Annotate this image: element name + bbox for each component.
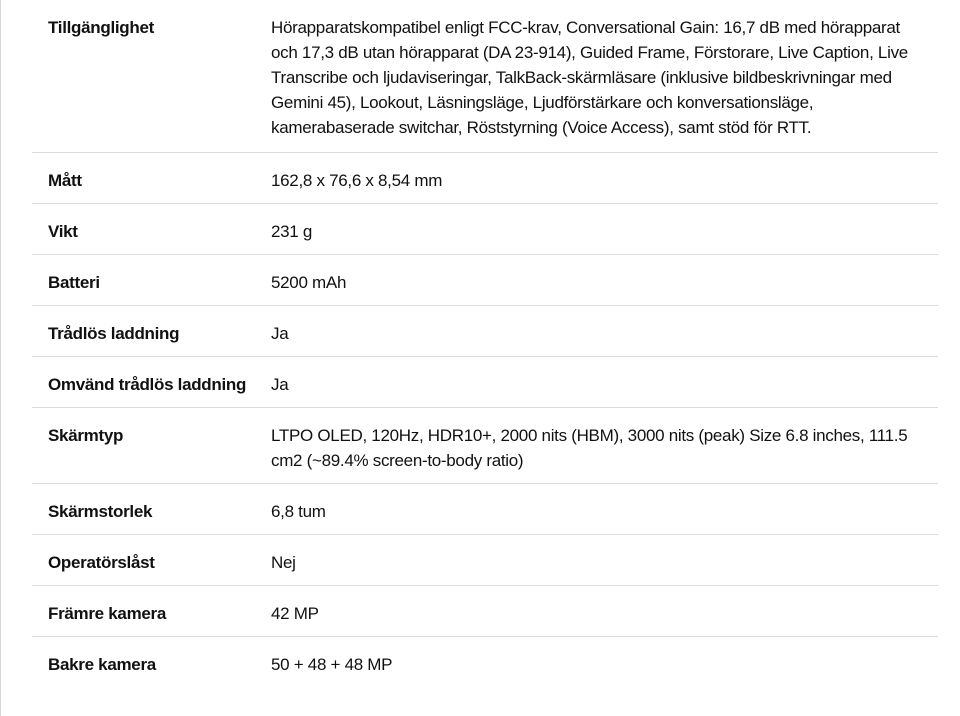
spec-row-wireless-charging <box>32 306 938 357</box>
spec-value: Nej <box>271 553 296 572</box>
spec-row-battery <box>32 255 938 306</box>
spec-row-screen-type <box>32 408 938 484</box>
spec-label: Bakre kamera <box>48 655 156 674</box>
spec-label: Mått <box>48 171 82 190</box>
spec-value: Ja <box>271 375 289 394</box>
spec-value: 42 MP <box>271 604 319 623</box>
spec-row-reverse-wireless-charging <box>32 357 938 408</box>
spec-row-carrier-locked <box>32 535 938 586</box>
spec-value: 6,8 tum <box>271 502 326 521</box>
spec-value: 5200 mAh <box>271 273 347 292</box>
spec-label: Skärmtyp <box>48 426 124 445</box>
spec-value: Ja <box>271 324 289 343</box>
spec-row-rear-camera <box>32 637 938 687</box>
page-left-border <box>0 0 1 716</box>
spec-label: Batteri <box>48 273 100 292</box>
spec-row-front-camera <box>32 586 938 637</box>
spec-value: 162,8 x 76,6 x 8,54 mm <box>271 171 443 190</box>
spec-label: Främre kamera <box>48 604 167 623</box>
spec-value: LTPO OLED, 120Hz, HDR10+, 2000 nits (HBM), 3000 nits (peak) Size 6.8 inches, 111.5 cm2 (~89.4% screen-to-body ratio) <box>271 426 908 470</box>
spec-label: Trådlös laddning <box>48 324 180 343</box>
spec-label: Tillgänglighet <box>48 18 154 37</box>
spec-label: Operatörslåst <box>48 553 155 572</box>
spec-label: Skärmstorlek <box>48 502 153 521</box>
spec-row-screen-size <box>32 484 938 535</box>
spec-row-dimensions <box>32 153 938 204</box>
spec-label: Omvänd trådlös laddning <box>48 375 247 394</box>
spec-value: Hörapparatskompatibel enligt FCC-krav, Conversational Gain: 16,7 dB med hörapparat och 17,3 dB utan hörapparat (DA 23-914), Guided Frame, Förstorare, Live Caption, Live Transcribe och ljudaviseringar, TalkBack-skärmläsare (inklusive bildbeskrivningar med Gemini 45), Lookout, Läsningsläge, Ljudförstärkare och konversationsläge, kamerabaserade switchar, Röststyrning (Voice Access), samt stöd för RTT. <box>271 18 908 137</box>
spec-row-weight <box>32 204 938 255</box>
spec-row-accessibility <box>32 0 938 153</box>
spec-label: Vikt <box>48 222 78 241</box>
spec-table <box>32 0 938 687</box>
spec-value: 231 g <box>271 222 313 241</box>
spec-value: 50 + 48 + 48 MP <box>271 655 393 674</box>
